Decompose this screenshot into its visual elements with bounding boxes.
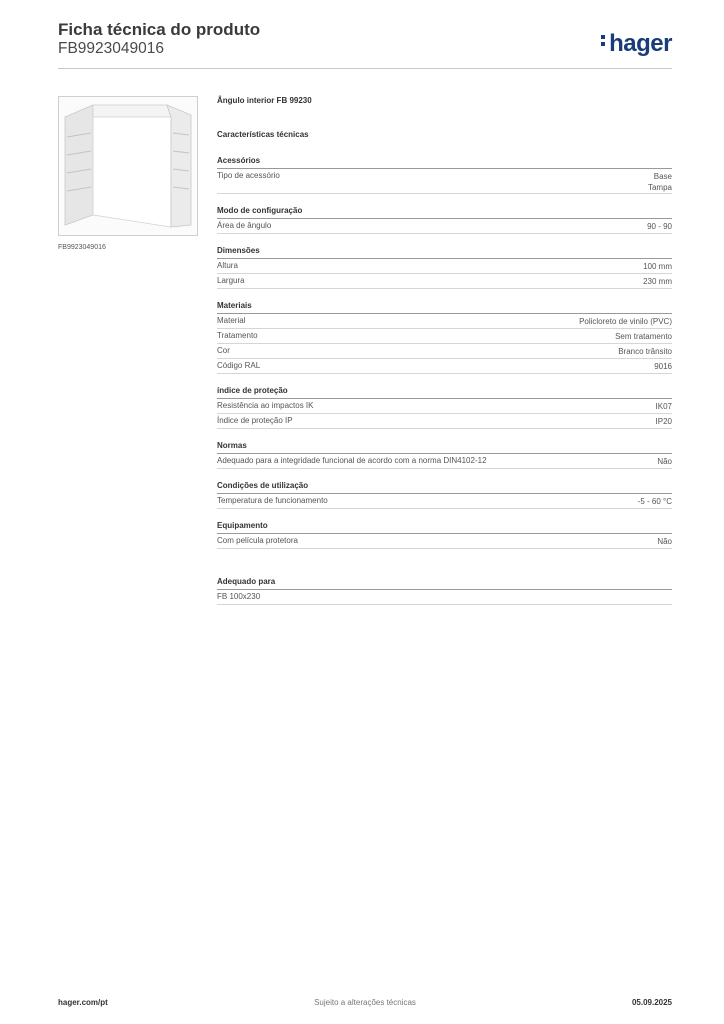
- spec-label: Com película protetora: [217, 535, 298, 545]
- spec-value: [638, 496, 672, 508]
- corner-duct-icon: [59, 97, 197, 235]
- product-code: FB9923049016: [58, 40, 165, 57]
- spec-row: [217, 314, 672, 329]
- spec-section: [217, 301, 672, 374]
- section-title: Condições de utilização: [217, 481, 672, 494]
- section-title: Materiais: [217, 301, 672, 314]
- spec-label: Cor: [217, 345, 230, 355]
- spec-row: [217, 219, 672, 234]
- spec-row: [217, 259, 672, 274]
- spec-value-line: Não: [657, 456, 672, 466]
- header-divider: [58, 68, 672, 69]
- spec-row: [217, 399, 672, 414]
- spec-value-line: -5 - 60 °C: [637, 496, 672, 506]
- spec-section: [217, 441, 672, 469]
- product-image: [58, 96, 198, 236]
- spec-value-line: IK07: [655, 401, 672, 411]
- suitable-list: [217, 590, 672, 605]
- spec-row: [217, 494, 672, 509]
- spec-section: [217, 156, 672, 194]
- spec-value: [656, 416, 672, 428]
- spec-value-line: Não: [657, 536, 672, 546]
- page-title: Ficha técnica do produto: [58, 20, 261, 39]
- spec-value: [656, 401, 672, 413]
- spec-label: Temperatura de funcionamento: [217, 495, 328, 505]
- spec-row: [217, 534, 672, 549]
- spec-value-line: Tampa: [647, 182, 672, 192]
- hager-logo: [601, 30, 672, 58]
- page-header: [58, 20, 672, 58]
- spec-row: [217, 414, 672, 429]
- spec-label: Material: [217, 315, 246, 325]
- spec-value-line: Sem tratamento: [615, 331, 672, 341]
- spec-value-line: 90 - 90: [647, 221, 672, 231]
- suitable-item: [217, 590, 672, 605]
- spec-section: [217, 521, 672, 549]
- spec-value: [654, 361, 672, 373]
- spec-value-line: 100 mm: [643, 261, 672, 271]
- spec-value: [643, 261, 672, 273]
- spec-label: Índice de proteção IP: [217, 415, 293, 425]
- spec-section: [217, 481, 672, 509]
- footer-website: hager.com/pt: [58, 998, 108, 1007]
- spec-label: Tratamento: [217, 330, 258, 340]
- section-title: Acessórios: [217, 156, 672, 169]
- spec-label: Código RAL: [217, 360, 261, 370]
- spec-label: Tipo de acessório: [217, 170, 280, 180]
- spec-value-line: Policloreto de vinilo (PVC): [579, 316, 672, 326]
- section-title: Dimensões: [217, 246, 672, 259]
- section-title: Normas: [217, 441, 672, 454]
- logo-text: hager: [609, 30, 672, 57]
- spec-label: Largura: [217, 275, 245, 285]
- section-title: Adequado para: [217, 577, 672, 590]
- section-title: Equipamento: [217, 521, 672, 534]
- spec-content: [217, 96, 672, 605]
- spec-value-line: Branco trânsito: [618, 346, 672, 356]
- footer-note: Sujeito a alterações técnicas: [314, 998, 416, 1007]
- spec-value: [657, 536, 672, 548]
- suitable-section: [217, 577, 672, 605]
- spec-row: [217, 169, 672, 194]
- spec-section: [217, 206, 672, 234]
- spec-value: [618, 346, 672, 358]
- spec-label: Altura: [217, 260, 238, 270]
- spec-value-line: 9016: [654, 361, 672, 371]
- spec-row: [217, 329, 672, 344]
- spec-row: [217, 344, 672, 359]
- spec-row: [217, 359, 672, 374]
- logo-dots-icon: [601, 32, 607, 49]
- image-caption: FB9923049016: [58, 244, 106, 251]
- spec-sections: [217, 156, 672, 549]
- section-title: Modo de configuração: [217, 206, 672, 219]
- spec-value: [657, 456, 672, 468]
- tech-heading: Características técnicas: [217, 130, 309, 139]
- suitable-label: FB 100x230: [217, 591, 261, 601]
- spec-section: [217, 386, 672, 429]
- product-name: Ângulo interior FB 99230: [217, 96, 312, 105]
- spec-value: [648, 171, 672, 193]
- spec-label: Resistência ao impactos IK: [217, 400, 314, 410]
- spec-value-line: 230 mm: [643, 276, 672, 286]
- spec-label: Área de ângulo: [217, 220, 272, 230]
- spec-row: [217, 454, 672, 469]
- spec-value-line: IP20: [655, 416, 672, 426]
- spec-value: [643, 276, 672, 288]
- spec-section: [217, 246, 672, 289]
- spec-value: [579, 316, 672, 328]
- spec-row: [217, 274, 672, 289]
- spec-label: Adequado para a integridade funcional de acordo com a norma DIN4102-12: [217, 455, 487, 465]
- footer-date: 05.09.2025: [631, 998, 672, 1007]
- spec-value: [647, 221, 672, 233]
- section-title: índice de proteção: [217, 386, 672, 399]
- spec-value-line: Base: [653, 171, 672, 181]
- spec-value: [615, 331, 672, 343]
